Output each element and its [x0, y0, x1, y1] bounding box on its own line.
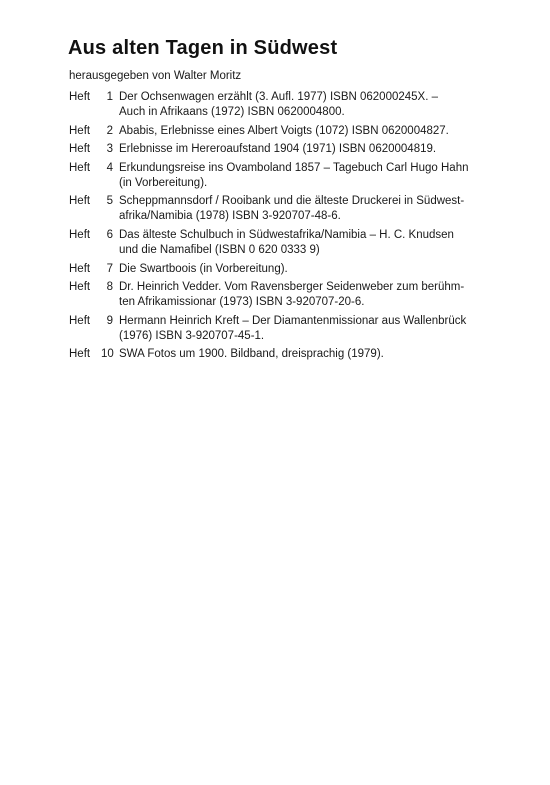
- heft-description: [119, 161, 504, 191]
- heft-number: 6: [106, 228, 113, 241]
- description-line: Der Ochsenwagen erzählt (3. Aufl. 1977) ISBN 062000245X. –: [119, 91, 439, 103]
- list-item: [69, 194, 504, 224]
- heft-number: 3: [106, 143, 113, 156]
- list-item: [69, 142, 504, 157]
- heft-number: 5: [106, 195, 113, 208]
- heft-number: 8: [106, 281, 113, 294]
- heft-description: [119, 262, 504, 277]
- list-item: [69, 161, 504, 191]
- heft-label: Heft: [69, 228, 91, 241]
- heft-label: Heft: [69, 281, 91, 294]
- heft-description: [119, 124, 504, 139]
- editor-credit: herausgegeben von Walter Moritz: [69, 70, 242, 82]
- description-line: afrika/Namibia (1978) ISBN 3-920707-48-6.: [119, 210, 341, 223]
- description-line: Das älteste Schulbuch in Südwestafrika/Namibia – H. C. Knudsen: [119, 228, 454, 241]
- description-line: Auch in Afrikaans (1972) ISBN 0620004800.: [119, 106, 345, 118]
- heft-description: [119, 90, 504, 120]
- heft-number: 10: [101, 348, 114, 361]
- list-item: [69, 228, 504, 258]
- heft-number: 7: [106, 262, 113, 275]
- heft-number: 2: [106, 124, 113, 137]
- description-line: und die Namafibel (ISBN 0 620 0333 9): [119, 243, 320, 256]
- heft-description: [119, 347, 504, 362]
- description-line: (in Vorbereitung).: [119, 176, 208, 189]
- heft-label: Heft: [69, 348, 91, 361]
- description-line: Ababis, Erlebnisse eines Albert Voigts (1072) ISBN 0620004827.: [119, 124, 449, 137]
- booklet-list: [69, 90, 504, 366]
- description-line: SWA Fotos um 1900. Bildband, dreisprachig (1979).: [119, 348, 384, 361]
- heft-description: [119, 228, 504, 258]
- description-line: Die Swartboois (in Vorbereitung).: [119, 262, 288, 275]
- series-title: Aus alten Tagen in Südwest: [68, 37, 338, 59]
- description-line: Erlebnisse im Hereroaufstand 1904 (1971) ISBN 0620004819.: [119, 143, 437, 156]
- heft-number: 1: [106, 91, 113, 103]
- description-line: (1976) ISBN 3-920707-45-1.: [119, 329, 265, 342]
- heft-label: Heft: [69, 195, 91, 208]
- list-item: [69, 347, 504, 362]
- list-item: [69, 314, 504, 344]
- heft-label: Heft: [69, 161, 91, 174]
- description-line: Dr. Heinrich Vedder. Vom Ravensberger Seidenweber zum berühm-: [119, 281, 465, 294]
- list-item: [69, 262, 504, 277]
- list-item: [69, 90, 504, 120]
- description-line: Erkundungsreise ins Ovamboland 1857 – Tagebuch Carl Hugo Hahn: [119, 161, 469, 174]
- heft-description: [119, 280, 504, 310]
- heft-label: Heft: [69, 314, 91, 327]
- list-item: [69, 280, 504, 310]
- heft-label: Heft: [69, 124, 91, 137]
- heft-description: [119, 194, 504, 224]
- heft-number: 4: [106, 161, 113, 174]
- heft-number: 9: [106, 314, 113, 327]
- heft-description: [119, 142, 504, 157]
- heft-label: Heft: [69, 143, 91, 156]
- heft-label: Heft: [69, 262, 91, 275]
- heft-label: Heft: [69, 91, 91, 103]
- list-item: [69, 124, 504, 139]
- description-line: Hermann Heinrich Kreft – Der Diamantenmissionar aus Wallenbrück: [119, 314, 467, 327]
- description-line: ten Afrikamissionar (1973) ISBN 3-920707-20-6.: [119, 296, 365, 309]
- description-line: Scheppmannsdorf / Rooibank und die älteste Druckerei in Südwest-: [119, 195, 465, 208]
- heft-description: [119, 314, 504, 344]
